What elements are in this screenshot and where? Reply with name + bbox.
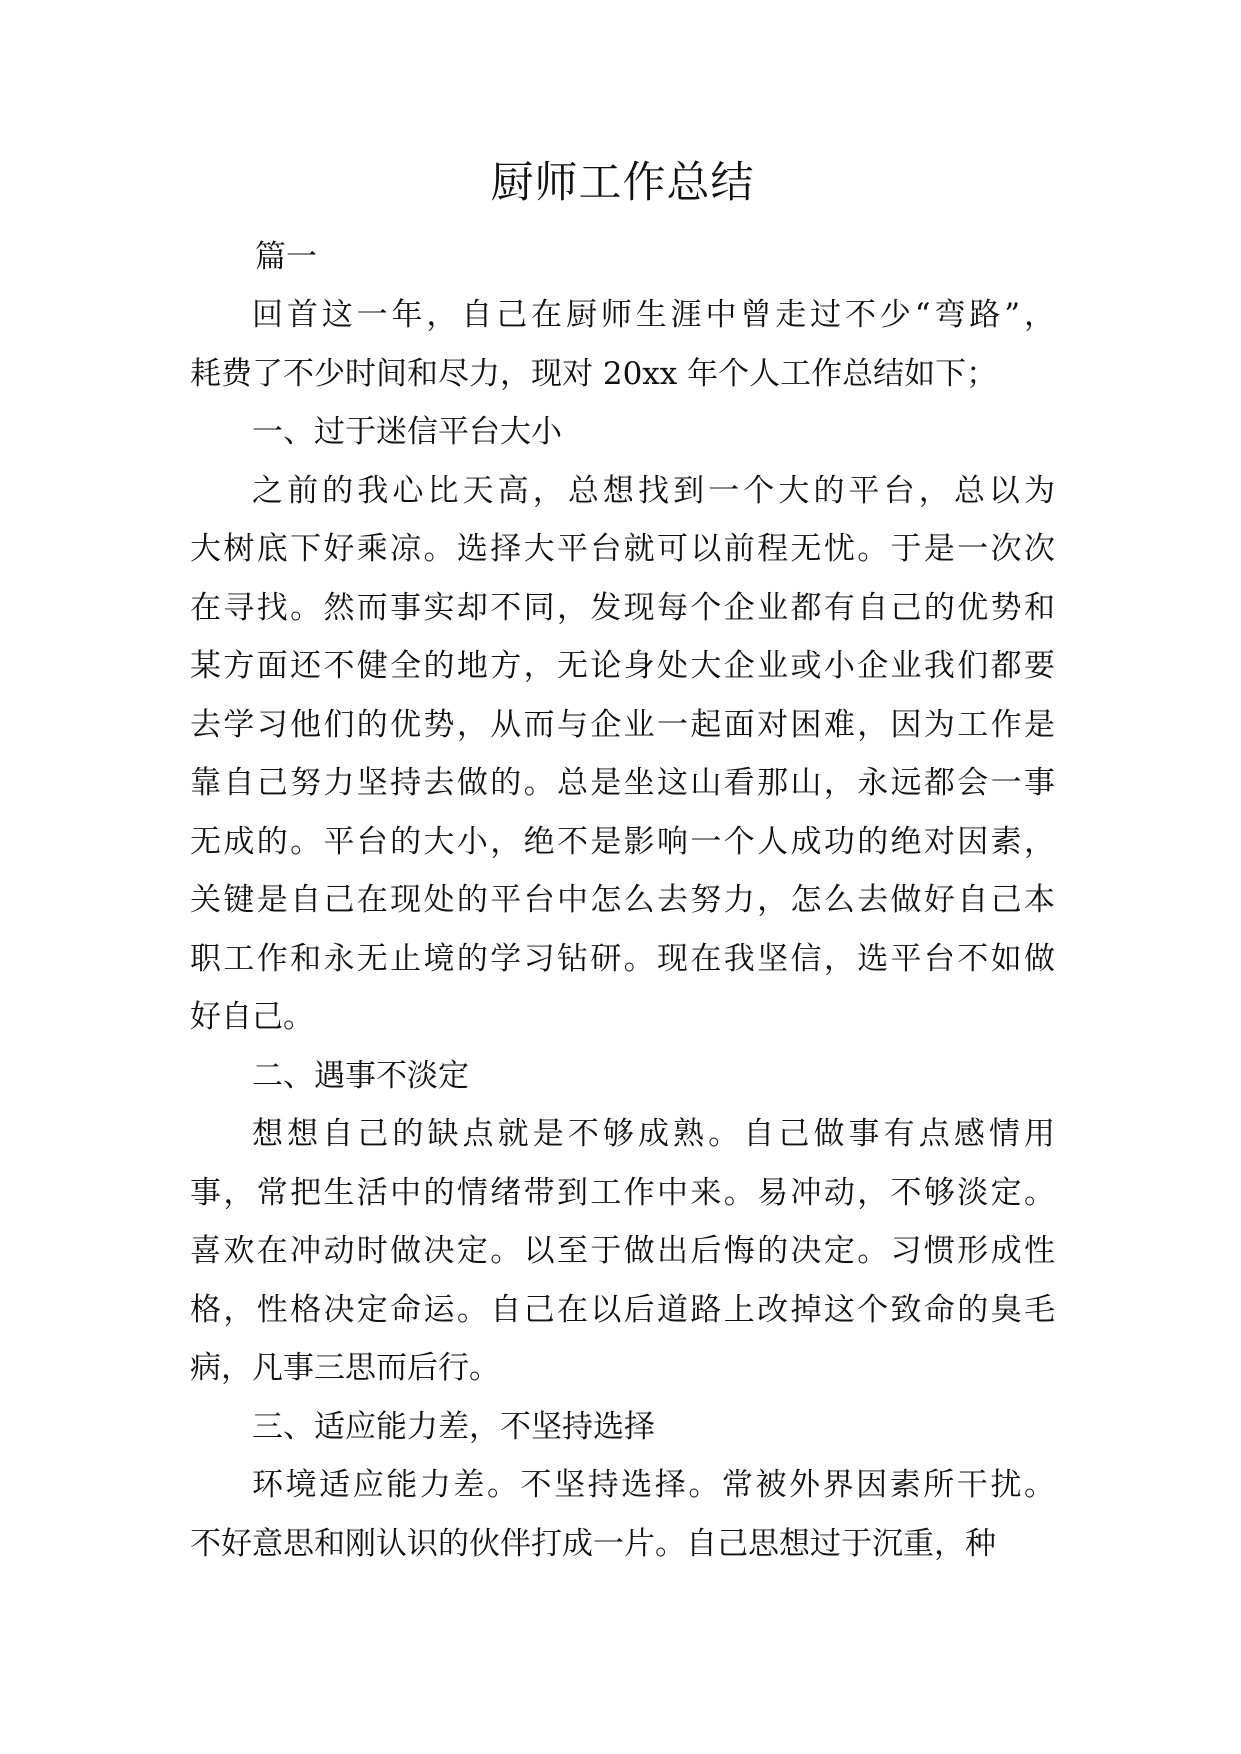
paragraph-line: 靠自己努力坚持去做的。总是坐这山看那山，永远都会一事	[190, 765, 1055, 801]
paragraph	[190, 1456, 1055, 1573]
document-body	[190, 150, 1055, 1573]
paragraph-line: 回首这一年，自己在厨师生涯中曾走过不少“弯路”，	[252, 297, 1055, 333]
document-title: 厨师工作总结	[490, 158, 755, 208]
paragraph-line: 不好意思和刚认识的伙伴打成一片。自己思想过于沉重，种	[190, 1525, 996, 1562]
paragraph-line: 环境适应能力差。不坚持选择。常被外界因素所干扰。	[252, 1467, 1055, 1503]
paragraph-line: 之前的我心比天高，总想找到一个大的平台，总以为	[252, 472, 1055, 509]
paragraph-line: 想想自己的缺点就是不够成熟。自己做事有点感情用	[252, 1116, 1055, 1152]
paragraph-line: 病，凡事三思而后行。	[190, 1350, 500, 1386]
paragraph	[190, 462, 1055, 1047]
paragraph-line: 格，性格决定命运。自己在以后道路上改掉这个致命的臭毛	[190, 1291, 1055, 1328]
paragraph-line: 大树底下好乘凉。选择大平台就可以前程无忧。于是一次次	[190, 531, 1055, 567]
paragraph	[190, 403, 1055, 462]
paragraph-line: 去学习他们的优势，从而与企业一起面对困难，因为工作是	[190, 706, 1055, 743]
paragraph-line: 无成的。平台的大小，绝不是影响一个人成功的绝对因素，	[190, 823, 1055, 860]
paragraph-line: 某方面还不健全的地方，无论身处大企业或小企业我们都要	[190, 648, 1055, 684]
paragraph-line: 二、遇事不淡定	[252, 1057, 469, 1094]
paragraph-line: 好自己。	[190, 999, 314, 1035]
paragraph-line: 喜欢在冲动时做决定。以至于做出后悔的决定。习惯形成性	[190, 1233, 1055, 1269]
paragraph-line: 耗费了不少时间和尽力，现对 20xx 年个人工作总结如下；	[190, 355, 998, 392]
section-label: 篇一	[255, 239, 317, 275]
paragraph-line: 一、过于迷信平台大小	[252, 414, 562, 450]
paragraph-line: 三、适应能力差，不坚持选择	[252, 1408, 655, 1445]
paragraph	[190, 1398, 1055, 1457]
paragraph-list	[190, 286, 1055, 1573]
paragraph-line: 职工作和永无止境的学习钻研。现在我坚信，选平台不如做	[190, 940, 1055, 977]
paragraph-line: 在寻找。然而事实却不同，发现每个企业都有自己的优势和	[190, 589, 1055, 626]
paragraph	[190, 1105, 1055, 1398]
paragraph	[190, 286, 1055, 403]
paragraph-line: 事，常把生活中的情绪带到工作中来。易冲动，不够淡定。	[190, 1174, 1055, 1211]
paragraph-line: 关键是自己在现处的平台中怎么去努力，怎么去做好自己本	[190, 882, 1055, 918]
paragraph	[190, 1047, 1055, 1106]
